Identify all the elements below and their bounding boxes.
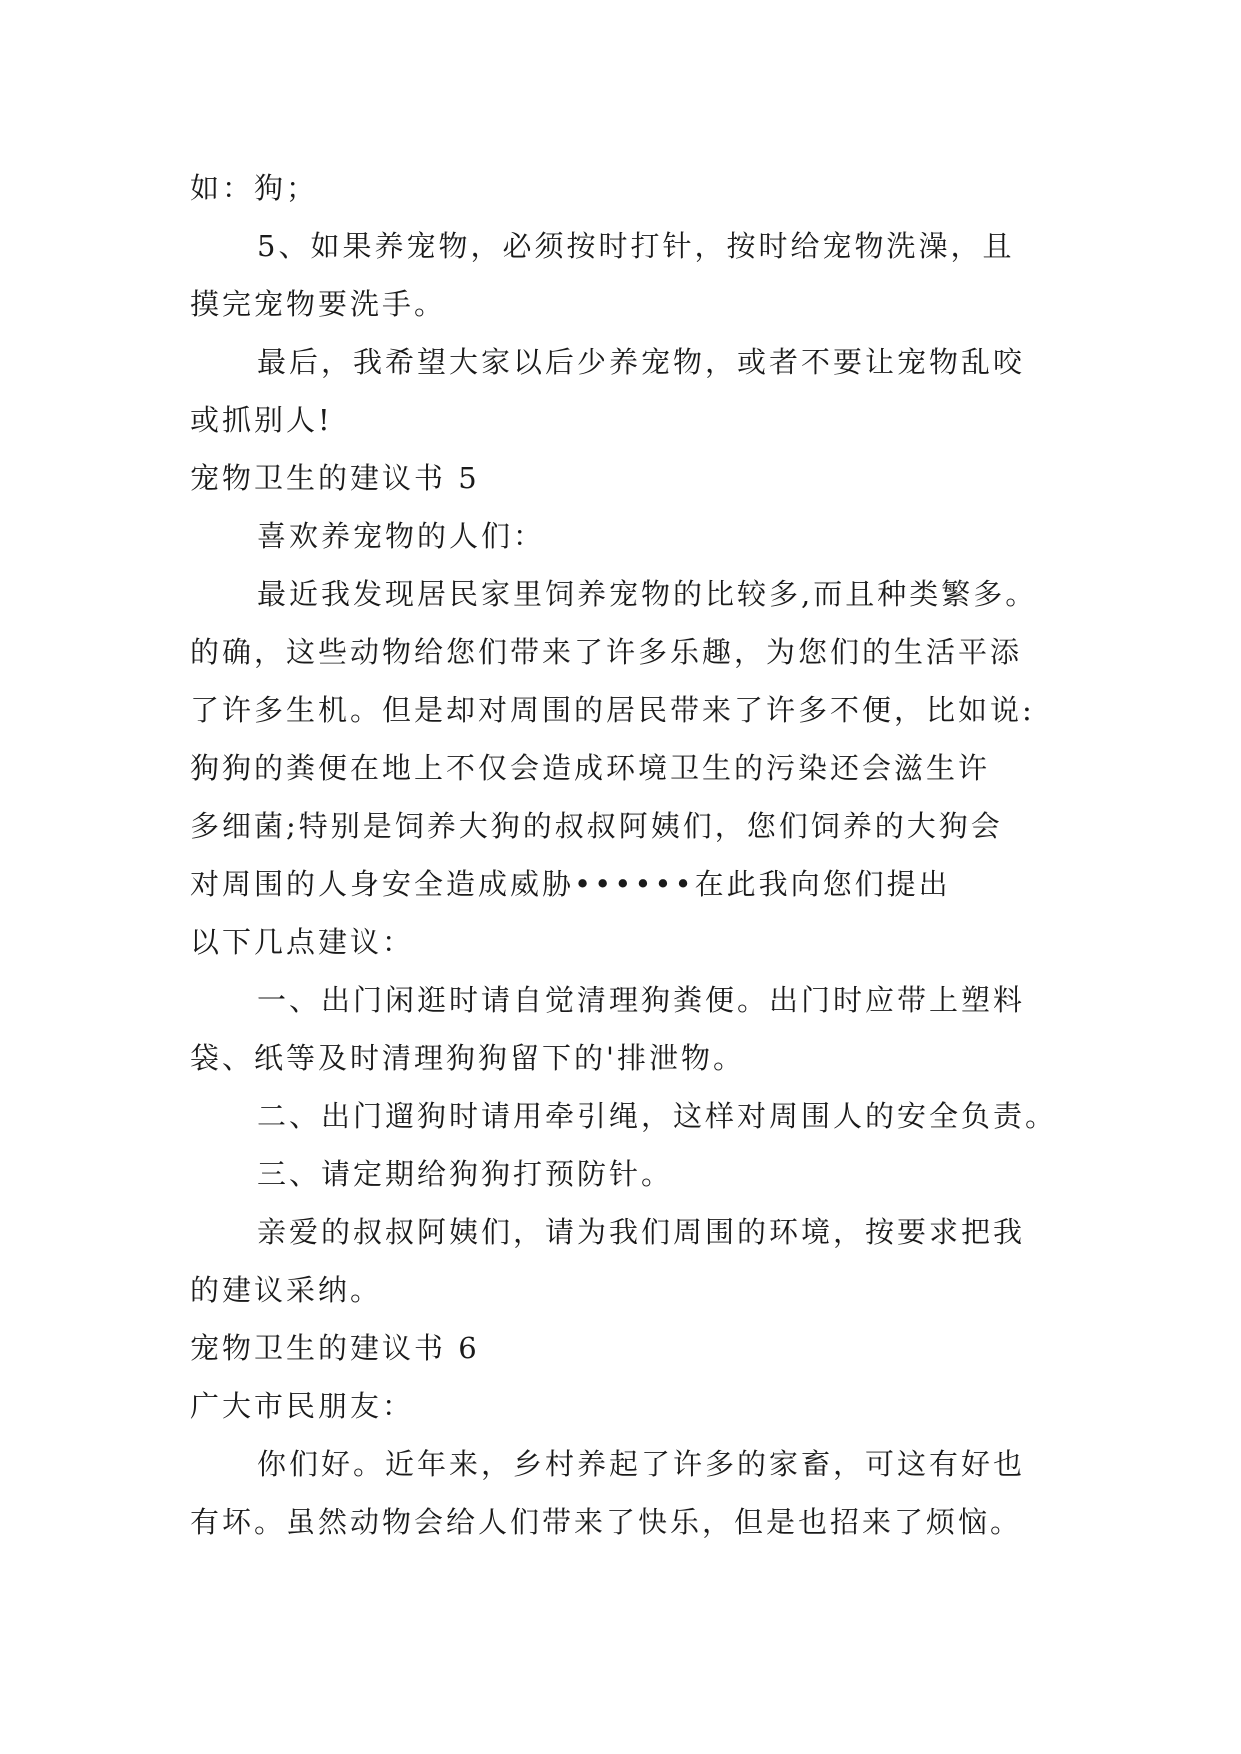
text-line: 二、出门遛狗时请用牵引绳，这样对周围人的安全负责。 — [257, 1099, 1058, 1133]
text-line: 多细菌;特别是饲养大狗的叔叔阿姨们，您们饲养的大狗会 — [190, 809, 1003, 843]
text-line: 的确，这些动物给您们带来了许多乐趣，为您们的生活平添 — [190, 635, 1023, 669]
text-line: 喜欢养宠物的人们： — [257, 519, 546, 553]
text-line: 你们好。近年来，乡村养起了许多的家畜，可这有好也 — [257, 1447, 1026, 1481]
text-line: 摸完宠物要洗手。 — [190, 287, 447, 321]
text-line: 有坏。虽然动物会给人们带来了快乐，但是也招来了烦恼。 — [190, 1505, 1023, 1539]
text-line: 如：狗； — [190, 171, 319, 205]
text-line: 袋、纸等及时清理狗狗留下的'排泄物。 — [190, 1041, 745, 1075]
text-line: 5、如果养宠物，必须按时打针，按时给宠物洗澡，且 — [257, 229, 1015, 263]
text-line: 对周围的人身安全造成威胁••••••在此我向您们提出 — [190, 867, 951, 901]
text-line: 或抓别人! — [190, 403, 333, 437]
text-line: 一、出门闲逛时请自觉清理狗粪便。出门时应带上塑料 — [257, 983, 1026, 1017]
section-heading: 宠物卫生的建议书 6 — [190, 1331, 480, 1365]
text-line: 亲爱的叔叔阿姨们，请为我们周围的环境，按要求把我 — [257, 1215, 1026, 1249]
text-line: 三、请定期给狗狗打预防针。 — [257, 1157, 674, 1191]
text-line: 最后，我希望大家以后少养宠物，或者不要让宠物乱咬 — [257, 345, 1026, 379]
text-line: 狗狗的粪便在地上不仅会造成环境卫生的污染还会滋生许 — [190, 751, 991, 785]
text-line: 了许多生机。但是却对周围的居民带来了许多不便，比如说: — [190, 693, 1035, 727]
text-line: 最近我发现居民家里饲养宠物的比较多,而且种类繁多。 — [257, 577, 1038, 611]
text-line: 的建议采纳。 — [190, 1273, 383, 1307]
text-line: 以下几点建议： — [190, 925, 415, 959]
text-line: 广大市民朋友： — [190, 1389, 415, 1423]
section-heading: 宠物卫生的建议书 5 — [190, 461, 480, 495]
